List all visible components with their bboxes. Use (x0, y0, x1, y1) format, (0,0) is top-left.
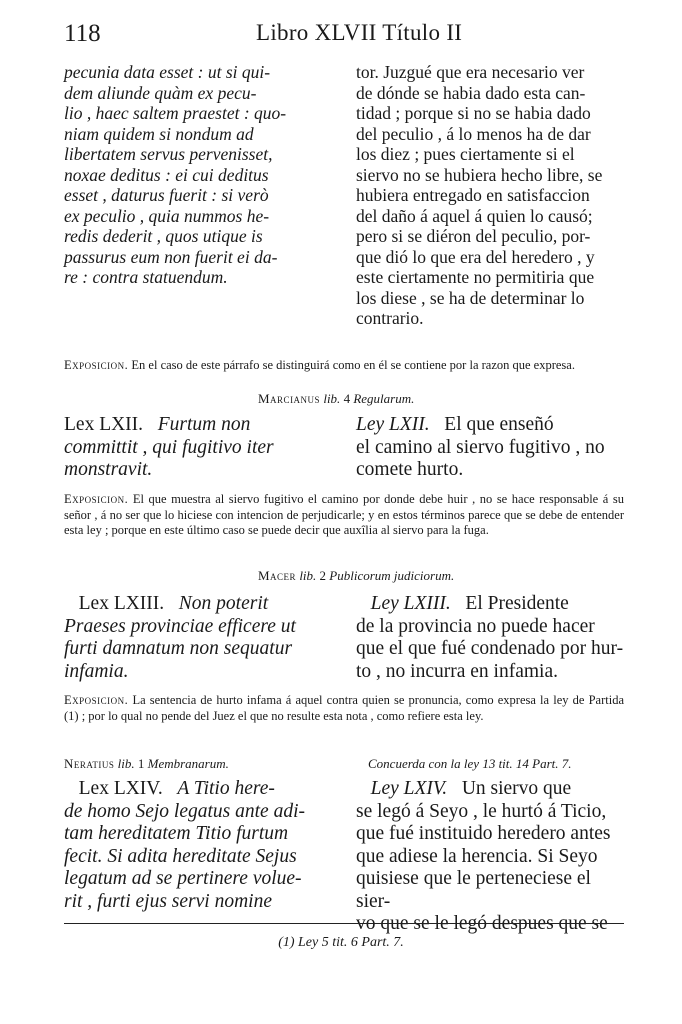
latin-line: Furtum non (157, 414, 251, 435)
ley-heading: Ley LXII. (356, 414, 430, 435)
spanish-line: de la provincia no puede hacer (356, 615, 595, 637)
latin-line: A Titio here- (177, 778, 275, 799)
latin-line: pecunia data esset : ut si qui- (64, 62, 271, 82)
spanish-line: del daño á aquel á quien lo causó; (356, 205, 593, 226)
source-author: Neratius (64, 756, 115, 771)
source-num: 1 (137, 756, 145, 771)
source-citation (258, 568, 454, 584)
latin-line: de homo Sejo legatus ante adi- (64, 800, 305, 822)
latin-line: redis dederit , quos utique is (64, 226, 263, 246)
source-work: Membranarum. (147, 756, 229, 771)
spanish-line: de dónde se habia dado esta can- (356, 82, 586, 103)
latin-column (64, 778, 336, 913)
latin-line: Non poterit (178, 593, 269, 614)
spanish-column (356, 778, 624, 936)
spanish-line: el camino al siervo fugitivo , no (356, 436, 605, 458)
spanish-line: vo que se le legó despues que se (356, 913, 608, 934)
exposicion-paragraph (64, 693, 624, 724)
exposicion-text: En el caso de este párrafo se distinguirá como en él se contiene por la razon que expresa. (131, 358, 575, 372)
footnote: (1) Ley 5 tit. 6 Part. 7. (278, 935, 404, 950)
exposicion-paragraph (64, 492, 624, 539)
latin-column (64, 593, 336, 683)
latin-line: libertatem servus pervenisset, (64, 144, 273, 164)
spanish-line: hubiera entregado en satisfaccion (356, 185, 590, 205)
spanish-line: El Presidente (465, 593, 569, 614)
source-num: 2 (319, 568, 327, 583)
exposicion-text: La sentencia de hurto infama á aquel contra quien se pronuncia, como expresa la ley de Partida (1) ; por lo qual no pende del Juez el que no resulte esta nota , como refiere esta ley. (64, 693, 625, 723)
lex-heading: Lex LXII. (64, 414, 144, 435)
footnote-divider (64, 923, 624, 924)
latin-line: esset , daturus fuerit : si verò (64, 185, 269, 205)
spanish-line: quisiese que le perteneciese el sier- (356, 868, 591, 912)
latin-line: passurus eum non fuerit ei da- (64, 246, 278, 267)
spanish-line: tor. Juzgué que era necesario ver (356, 62, 585, 82)
spanish-line: se legó á Seyo , le hurtó á Ticio, (356, 800, 607, 822)
page-number: 118 (64, 20, 101, 47)
latin-line: furti damnatum non sequatur (64, 638, 293, 659)
source-author: Macer (258, 568, 297, 583)
source-citation (64, 756, 229, 772)
spanish-line: del peculio , á lo menos ha de dar (356, 123, 591, 144)
source-lib: lib. (323, 391, 341, 406)
latin-line: niam quidem si nondum ad (64, 123, 254, 144)
exposicion-label: Exposicion. (64, 358, 129, 372)
latin-line: tam hereditatem Titio furtum (64, 823, 289, 844)
ley-heading: Ley LXIV. (370, 778, 448, 799)
source-num: 4 (343, 391, 351, 406)
spanish-line: tidad ; porque si no se habia dado (356, 103, 591, 123)
latin-line: legatum ad se pertinere volue- (64, 868, 302, 889)
latin-line: ex peculio , quia nummos he- (64, 205, 270, 226)
spanish-line: que el que fué condenado por hur- (356, 638, 624, 659)
ley-heading: Ley LXIII. (370, 593, 451, 614)
source-author: Marcianus (258, 391, 321, 406)
exposicion-label: Exposicion. (64, 693, 129, 707)
spanish-column (356, 62, 624, 329)
latin-line: rit , furti ejus servi nomine (64, 890, 272, 912)
latin-line: Praeses provinciae efficere ut (64, 615, 296, 637)
lex-heading: Lex LXIII. (78, 593, 165, 614)
spanish-line: El que enseñó (444, 414, 554, 435)
latin-column (64, 62, 336, 288)
spanish-line: los diese , se ha de determinar lo (356, 287, 585, 308)
spanish-line: Un siervo que (461, 778, 572, 799)
latin-column (64, 414, 336, 482)
source-lib: lib. (299, 568, 317, 583)
page-header (64, 20, 618, 52)
latin-line: dem aliunde quàm ex pecu- (64, 82, 257, 103)
exposicion-paragraph (64, 358, 624, 374)
spanish-line: los diez ; pues ciertamente si el (356, 144, 575, 164)
latin-line: lio , haec saltem praestet : quo- (64, 103, 287, 123)
running-title: Libro XLVII Título II (256, 20, 463, 45)
spanish-column (356, 414, 624, 482)
spanish-line: to , no incurra en infamia. (356, 660, 558, 682)
spanish-line: este ciertamente no permitiria que (356, 267, 595, 287)
latin-line: committit , qui fugitivo iter (64, 436, 274, 458)
spanish-line: siervo no se hubiera hecho libre, se (356, 164, 603, 185)
spanish-line: pero si se diéron del peculio, por- (356, 226, 591, 246)
source-work: Regularum. (353, 391, 415, 406)
latin-line: noxae deditus : ei cui deditus (64, 164, 269, 185)
latin-line: monstravit. (64, 459, 153, 480)
exposicion-label: Exposicion. (64, 492, 129, 506)
spanish-line: comete hurto. (356, 459, 464, 480)
source-citation (258, 391, 414, 407)
exposicion-text: El que muestra al siervo fugitivo el camino por donde debe huir , no se hace responsable á su señor , á no ser que lo hiciese con intencion de perjudicarle; y en estos términos parece que se debe de entender esta ley ; porque en este último caso se puede decir que auxîlia al siervo para la fuga. (64, 492, 624, 537)
latin-line: infamia. (64, 660, 129, 682)
latin-line: fecit. Si adita hereditate Sejus (64, 845, 297, 867)
concordance-note: Concuerda con la ley 13 tit. 14 Part. 7. (368, 756, 572, 771)
spanish-line: contrario. (356, 308, 424, 328)
source-lib: lib. (117, 756, 135, 771)
spanish-line: que fué instituido heredero antes (356, 823, 611, 844)
spanish-column (356, 593, 624, 683)
latin-line: re : contra statuendum. (64, 267, 228, 287)
source-work: Publicorum judiciorum. (329, 568, 455, 583)
lex-heading: Lex LXIV. (78, 778, 163, 799)
spanish-line: que dió lo que era del heredero , y (356, 246, 595, 267)
spanish-line: que adiese la herencia. Si Seyo (356, 845, 598, 867)
